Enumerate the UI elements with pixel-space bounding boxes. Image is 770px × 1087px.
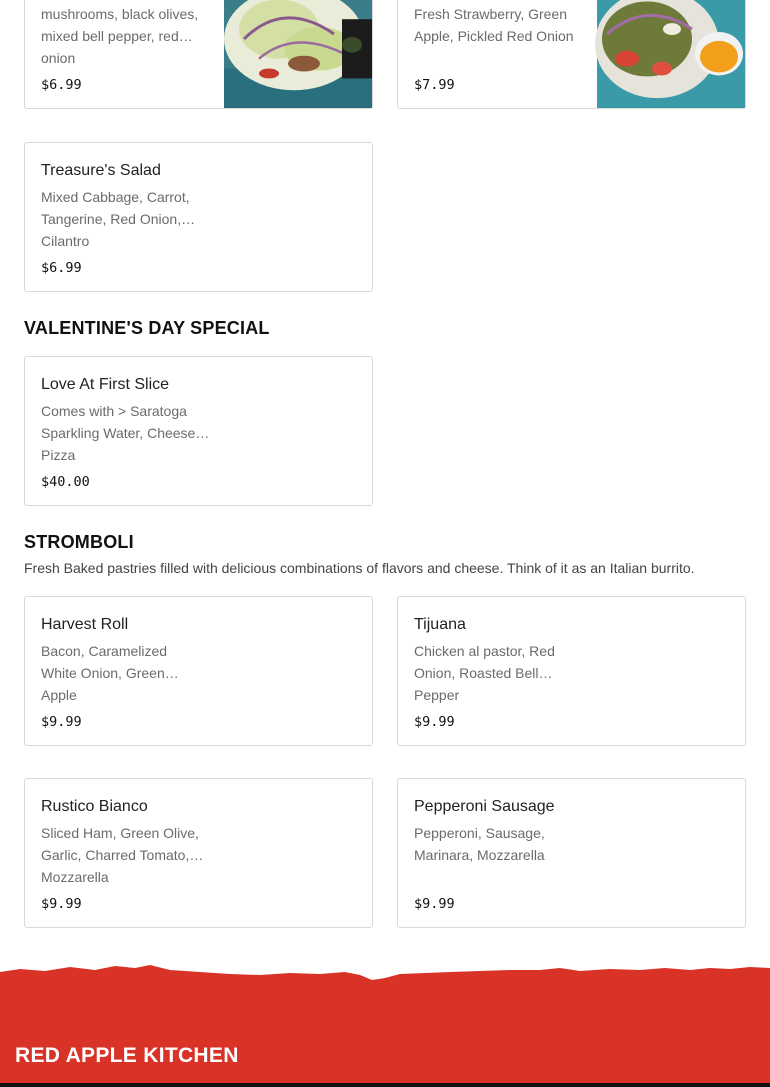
menu-item-description: Mixed Cabbage, Carrot, Tangerine, Red Onion, Cilantro bbox=[41, 189, 190, 249]
footer-brand[interactable]: RED APPLE KITCHEN bbox=[15, 1044, 239, 1067]
menu-item-card[interactable] bbox=[397, 0, 746, 109]
menu-item-name: Tijuana bbox=[414, 616, 466, 633]
menu-item-card[interactable] bbox=[24, 142, 373, 292]
menu-item-body bbox=[41, 793, 221, 885]
menu-item-description: Fresh Strawberry, Green Apple, Pickled Red Onion bbox=[414, 6, 574, 44]
menu-item-price: $9.99 bbox=[41, 896, 82, 912]
menu-item-name: Harvest Roll bbox=[41, 616, 129, 633]
menu-item-body bbox=[414, 0, 584, 47]
menu-item-description: mushrooms, black olives, mixed bell pepper, red onion bbox=[41, 6, 199, 66]
menu-item-price: $9.99 bbox=[41, 714, 82, 730]
menu-item-price: $40.00 bbox=[41, 474, 90, 490]
menu-item-card[interactable] bbox=[24, 596, 373, 746]
menu-item-body bbox=[41, 157, 221, 249]
menu-item-description: Sliced Ham, Green Olive, Garlic, Charred Tomato, Mozzarella bbox=[41, 825, 199, 885]
section-description: Fresh Baked pastries filled with delicious combinations of flavors and cheese. Think of it as an Italian burrito. bbox=[24, 560, 695, 576]
menu-item-price: $9.99 bbox=[414, 896, 455, 912]
menu-item-card[interactable] bbox=[24, 0, 373, 109]
menu-item-name: Pepperoni Sausage bbox=[414, 798, 555, 815]
menu-item-description: Bacon, Caramelized White Onion, Green Apple bbox=[41, 643, 168, 703]
menu-item-price: $6.99 bbox=[41, 77, 82, 93]
footer bbox=[0, 962, 770, 1087]
menu-item-description: Comes with > Saratoga Sparkling Water, Cheese Pizza bbox=[41, 403, 196, 463]
salad-photo bbox=[224, 0, 372, 108]
footer-bottom-bar bbox=[0, 1083, 770, 1087]
menu-item-price: $6.99 bbox=[41, 260, 82, 276]
menu-item-card[interactable] bbox=[24, 356, 373, 506]
menu-item-name: Rustico Bianco bbox=[41, 798, 148, 815]
menu-item-card[interactable] bbox=[24, 778, 373, 928]
menu-item-name: Love At First Slice bbox=[41, 376, 170, 393]
menu-item-body bbox=[41, 371, 221, 463]
menu-item-name bbox=[41, 0, 211, 2]
menu-item-body bbox=[414, 611, 574, 703]
salad-with-dressing-photo bbox=[597, 0, 745, 108]
menu-item-card[interactable] bbox=[397, 596, 746, 746]
section-title-stromboli: STROMBOLI bbox=[24, 532, 134, 552]
menu-item-card[interactable] bbox=[397, 778, 746, 928]
menu-item-price: $9.99 bbox=[414, 714, 455, 730]
menu-item-description: Chicken al pastor, Red Onion, Roasted Bell Pepper bbox=[414, 643, 555, 703]
menu-item-body bbox=[41, 611, 201, 703]
menu-item-name: Treasure's Salad bbox=[41, 162, 161, 179]
menu-item-name bbox=[414, 0, 584, 2]
menu-item-price: $7.99 bbox=[414, 77, 455, 93]
menu-item-body bbox=[41, 0, 211, 66]
menu-item-description: Pepperoni, Sausage, Marinara, Mozzarella bbox=[414, 825, 545, 863]
menu-item-body bbox=[414, 793, 574, 866]
section-title-valentines: VALENTINE'S DAY SPECIAL bbox=[24, 318, 270, 338]
